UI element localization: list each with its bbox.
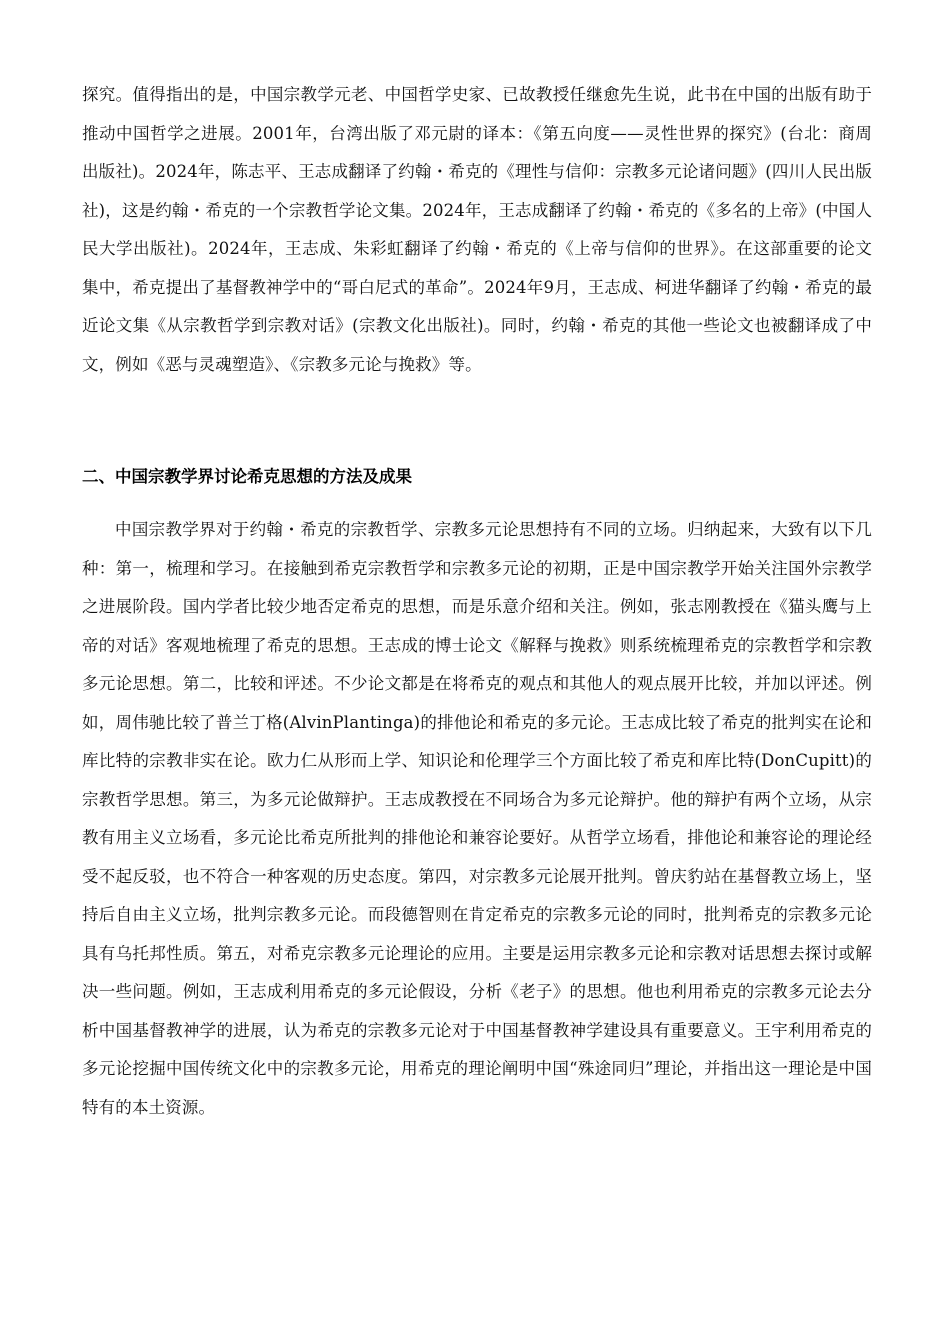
section-heading: 二、中国宗教学界讨论希克思想的方法及成果 (82, 467, 412, 486)
body-paragraph-2: 中国宗教学界对于约翰・希克的宗教哲学、宗教多元论思想持有不同的立场。归纳起来，大致有以下几种：第一，梳理和学习。在接触到希克宗教哲学和宗教多元论的初期，正是中国宗教学开始关注国外宗教学之进展阶段。国内学者比较少地否定希克的思想，而是乐意介绍和关注。例如，张志刚教授在《猫头鹰与上帝的对话》客观地梳理了希克的思想。王志成的博士论文《解释与挽救》则系统梳理希克的宗教哲学和宗教多元论思想。第二，比较和评述。不少论文都是在将希克的观点和其他人的观点展开比较，并加以评述。例如，周伟驰比较了普兰丁格(AlvinPlantinga)的排他论和希克的多元论。王志成比较了希克的批判实在论和库比特的宗教非实在论。欧力仁从形而上学、知识论和伦理学三个方面比较了希克和库比特(DonCupitt)的宗教哲学思想。第三，为多元论做辩护。王志成教授在不同场合为多元论辩护。他的辩护有两个立场，从宗教有用主义立场看，多元论比希克所批判的排他论和兼容论要好。从哲学立场看，排他论和兼容论的理论经受不起反驳，也不符合一种客观的历史态度。第四，对宗教多元论展开批判。曾庆豹站在基督教立场上，坚持后自由主义立场，批判宗教多元论。而段德智则在肯定希克的宗教多元论的同时，批判希克的宗教多元论具有乌托邦性质。第五，对希克宗教多元论理论的应用。主要是运用宗教多元论和宗教对话思想去探讨或解决一些问题。例如，王志成利用希克的多元论假设，分析《老子》的思想。他也利用希克的宗教多元论去分析中国基督教神学的进展，认为希克的宗教多元论对于中国基督教神学建设具有重要意义。王宇利用希克的多元论挖掘中国传统文化中的宗教多元论，用希克的理论阐明中国“殊途同归”理论，并指出这一理论是中国特有的本土资源。 (82, 520, 872, 1117)
body-paragraph-1: 探究。值得指出的是，中国宗教学元老、中国哲学史家、已故教授任继愈先生说，此书在中国的出版有助于推动中国哲学之进展。2001年，台湾出版了邓元尉的译本：《第五向度——灵性世界的探究》(台北：商周出版社)。2024年，陈志平、王志成翻译了约翰・希克的《理性与信仰：宗教多元论诸问题》(四川人民出版社)，这是约翰・希克的一个宗教哲学论文集。2024年，王志成翻译了约翰・希克的《多名的上帝》(中国人民大学出版社)。2024年，王志成、朱彩虹翻译了约翰・希克的《上帝与信仰的世界》。在这部重要的论文集中，希克提出了基督教神学中的“哥白尼式的革命”。2024年9月，王志成、柯进华翻译了约翰・希克的最近论文集《从宗教哲学到宗教对话》(宗教文化出版社)。同时，约翰・希克的其他一些论文也被翻译成了中文，例如《恶与灵魂塑造》、《宗教多元论与挽救》等。 (82, 85, 872, 374)
